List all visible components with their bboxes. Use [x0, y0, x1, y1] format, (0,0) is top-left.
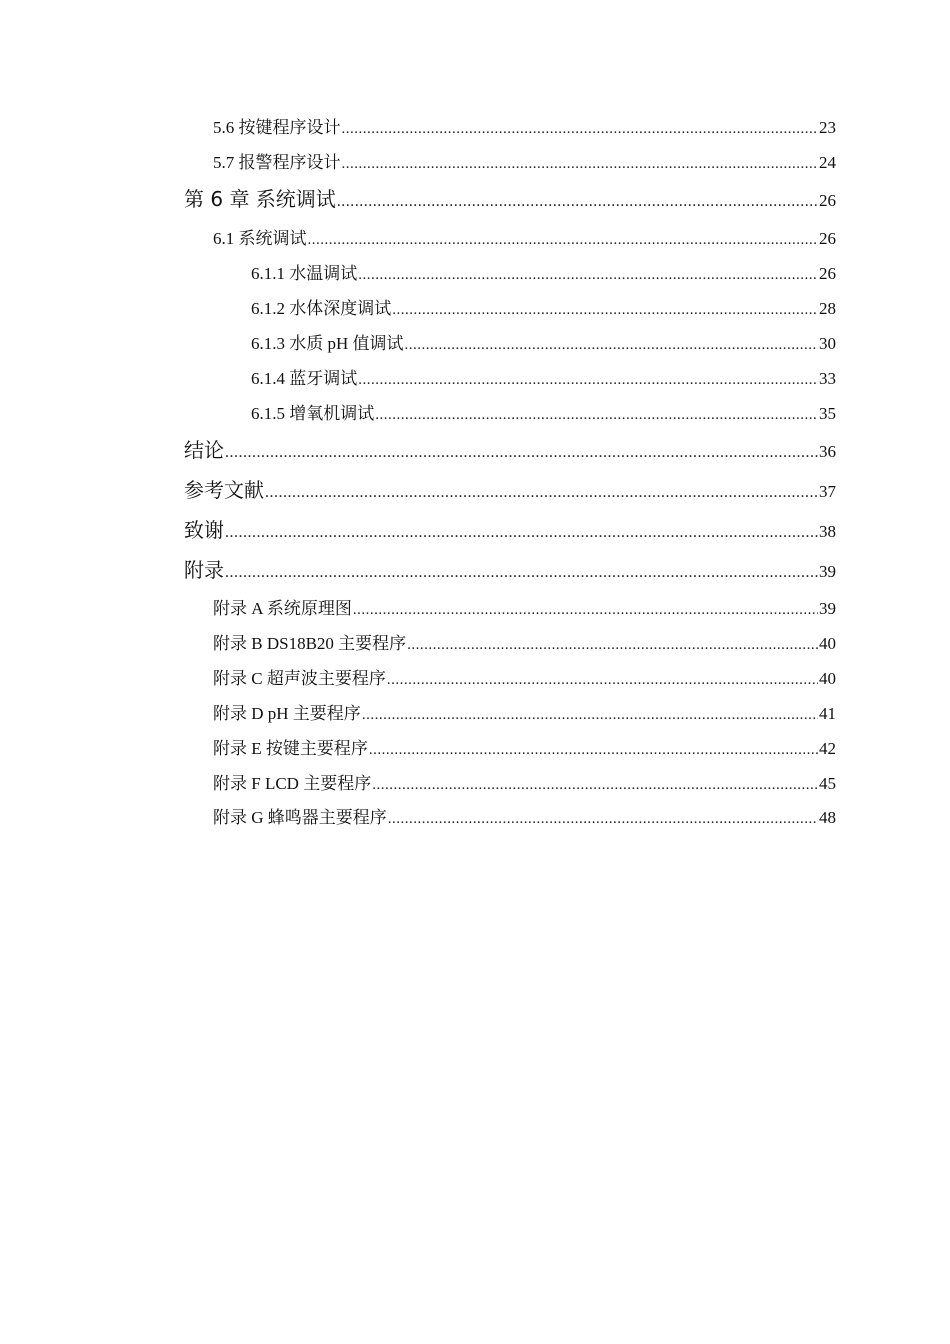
toc-entry-page: 48	[819, 808, 836, 827]
toc-entry-page: 37	[819, 482, 836, 501]
toc-entry-6-1-2[interactable]	[251, 294, 836, 320]
toc-entry-label: 附录 F LCD 主要程序	[213, 774, 372, 793]
toc-entry-page: 26	[819, 191, 836, 210]
toc-dot-leader	[308, 232, 819, 249]
toc-entry-label: 附录	[184, 558, 224, 582]
toc-dot-leader	[358, 267, 818, 284]
toc-dot-leader	[362, 707, 818, 724]
toc-entry-page: 42	[819, 739, 836, 758]
toc-entry-page: 39	[819, 562, 836, 581]
toc-entry-label: 附录 E 按键主要程序	[213, 739, 368, 758]
toc-entry-label: 6.1.3 水质 pH 值调试	[251, 334, 404, 353]
toc-dot-leader	[225, 564, 818, 582]
toc-entry-label: 6.1.5 增氧机调试	[251, 404, 375, 423]
toc-dot-leader	[405, 337, 818, 354]
toc-entry-page: 40	[819, 669, 836, 688]
toc-entry-6-1-3[interactable]	[251, 329, 836, 355]
toc-dot-leader	[358, 372, 818, 389]
toc-entry-label: 致谢	[184, 518, 224, 542]
toc-entry-label: 附录 A 系统原理图	[213, 599, 352, 618]
toc-entry-label: 6.1 系统调试	[213, 229, 307, 248]
toc-dot-leader	[372, 777, 818, 794]
toc-entry-5-6[interactable]	[213, 113, 836, 139]
toc-dot-leader	[392, 302, 818, 319]
toc-entry-label: 附录 C 超声波主要程序	[213, 669, 386, 688]
toc-entry-appendix-a[interactable]	[213, 594, 836, 620]
toc-dot-leader	[225, 444, 818, 462]
toc-dot-leader	[337, 193, 818, 211]
toc-entry-5-7[interactable]	[213, 148, 836, 174]
toc-entry-page: 28	[819, 299, 836, 318]
toc-entry-label: 第 6 章 系统调试	[184, 187, 336, 211]
toc-entry-page: 33	[819, 369, 836, 388]
toc-entry-page: 26	[819, 264, 836, 283]
toc-entry-6-1-1[interactable]	[251, 259, 836, 285]
toc-entry-page: 39	[819, 599, 836, 618]
toc-entry-appendix-g[interactable]	[213, 803, 836, 829]
toc-dot-leader	[375, 407, 818, 424]
toc-entry-page: 24	[819, 153, 836, 172]
toc-entry-page: 30	[819, 334, 836, 353]
toc-entry-appendix-c[interactable]	[213, 664, 836, 690]
toc-dot-leader	[342, 121, 819, 138]
toc-entry-chapter-6[interactable]	[184, 183, 836, 213]
toc-entry-label: 6.1.1 水温调试	[251, 264, 358, 283]
toc-entry-label: 附录 G 蜂鸣器主要程序	[213, 808, 387, 827]
toc-entry-label: 参考文献	[184, 478, 264, 502]
toc-entry-page: 41	[819, 704, 836, 723]
toc-dot-leader	[353, 602, 818, 619]
toc-entry-page: 40	[819, 634, 836, 653]
toc-dot-leader	[369, 742, 818, 759]
toc-entry-page: 23	[819, 118, 836, 137]
toc-entry-page: 45	[819, 774, 836, 793]
toc-dot-leader	[225, 524, 818, 542]
toc-entry-label: 5.7 报警程序设计	[213, 153, 341, 172]
toc-entry-label: 结论	[184, 438, 224, 462]
toc-dot-leader	[265, 484, 818, 502]
toc-dot-leader	[407, 637, 818, 654]
toc-entry-page: 36	[819, 442, 836, 461]
toc-entry-appendix-f[interactable]	[213, 769, 836, 795]
toc-entry-references[interactable]	[184, 474, 836, 504]
toc-entry-label: 5.6 按键程序设计	[213, 118, 341, 137]
toc-entry-page: 35	[819, 404, 836, 423]
toc-entry-conclusion[interactable]	[184, 434, 836, 464]
toc-entry-6-1-5[interactable]	[251, 399, 836, 425]
toc-entry-label: 6.1.4 蓝牙调试	[251, 369, 358, 388]
toc-entry-6-1[interactable]	[213, 224, 836, 250]
toc-entry-appendix-d[interactable]	[213, 699, 836, 725]
toc-entry-label: 附录 B DS18B20 主要程序	[213, 634, 407, 653]
toc-entry-label: 附录 D pH 主要程序	[213, 704, 361, 723]
toc-dot-leader	[342, 156, 819, 173]
toc-dot-leader	[388, 811, 818, 828]
toc-entry-appendix-b[interactable]	[213, 629, 836, 655]
toc-dot-leader	[387, 672, 818, 689]
toc-entry-label: 6.1.2 水体深度调试	[251, 299, 392, 318]
toc-entry-page: 26	[819, 229, 836, 248]
toc-entry-appendix[interactable]	[184, 554, 836, 584]
toc-entry-page: 38	[819, 522, 836, 541]
toc-entry-appendix-e[interactable]	[213, 734, 836, 760]
toc-entry-acknowledgements[interactable]	[184, 514, 836, 544]
toc-entry-6-1-4[interactable]	[251, 364, 836, 390]
